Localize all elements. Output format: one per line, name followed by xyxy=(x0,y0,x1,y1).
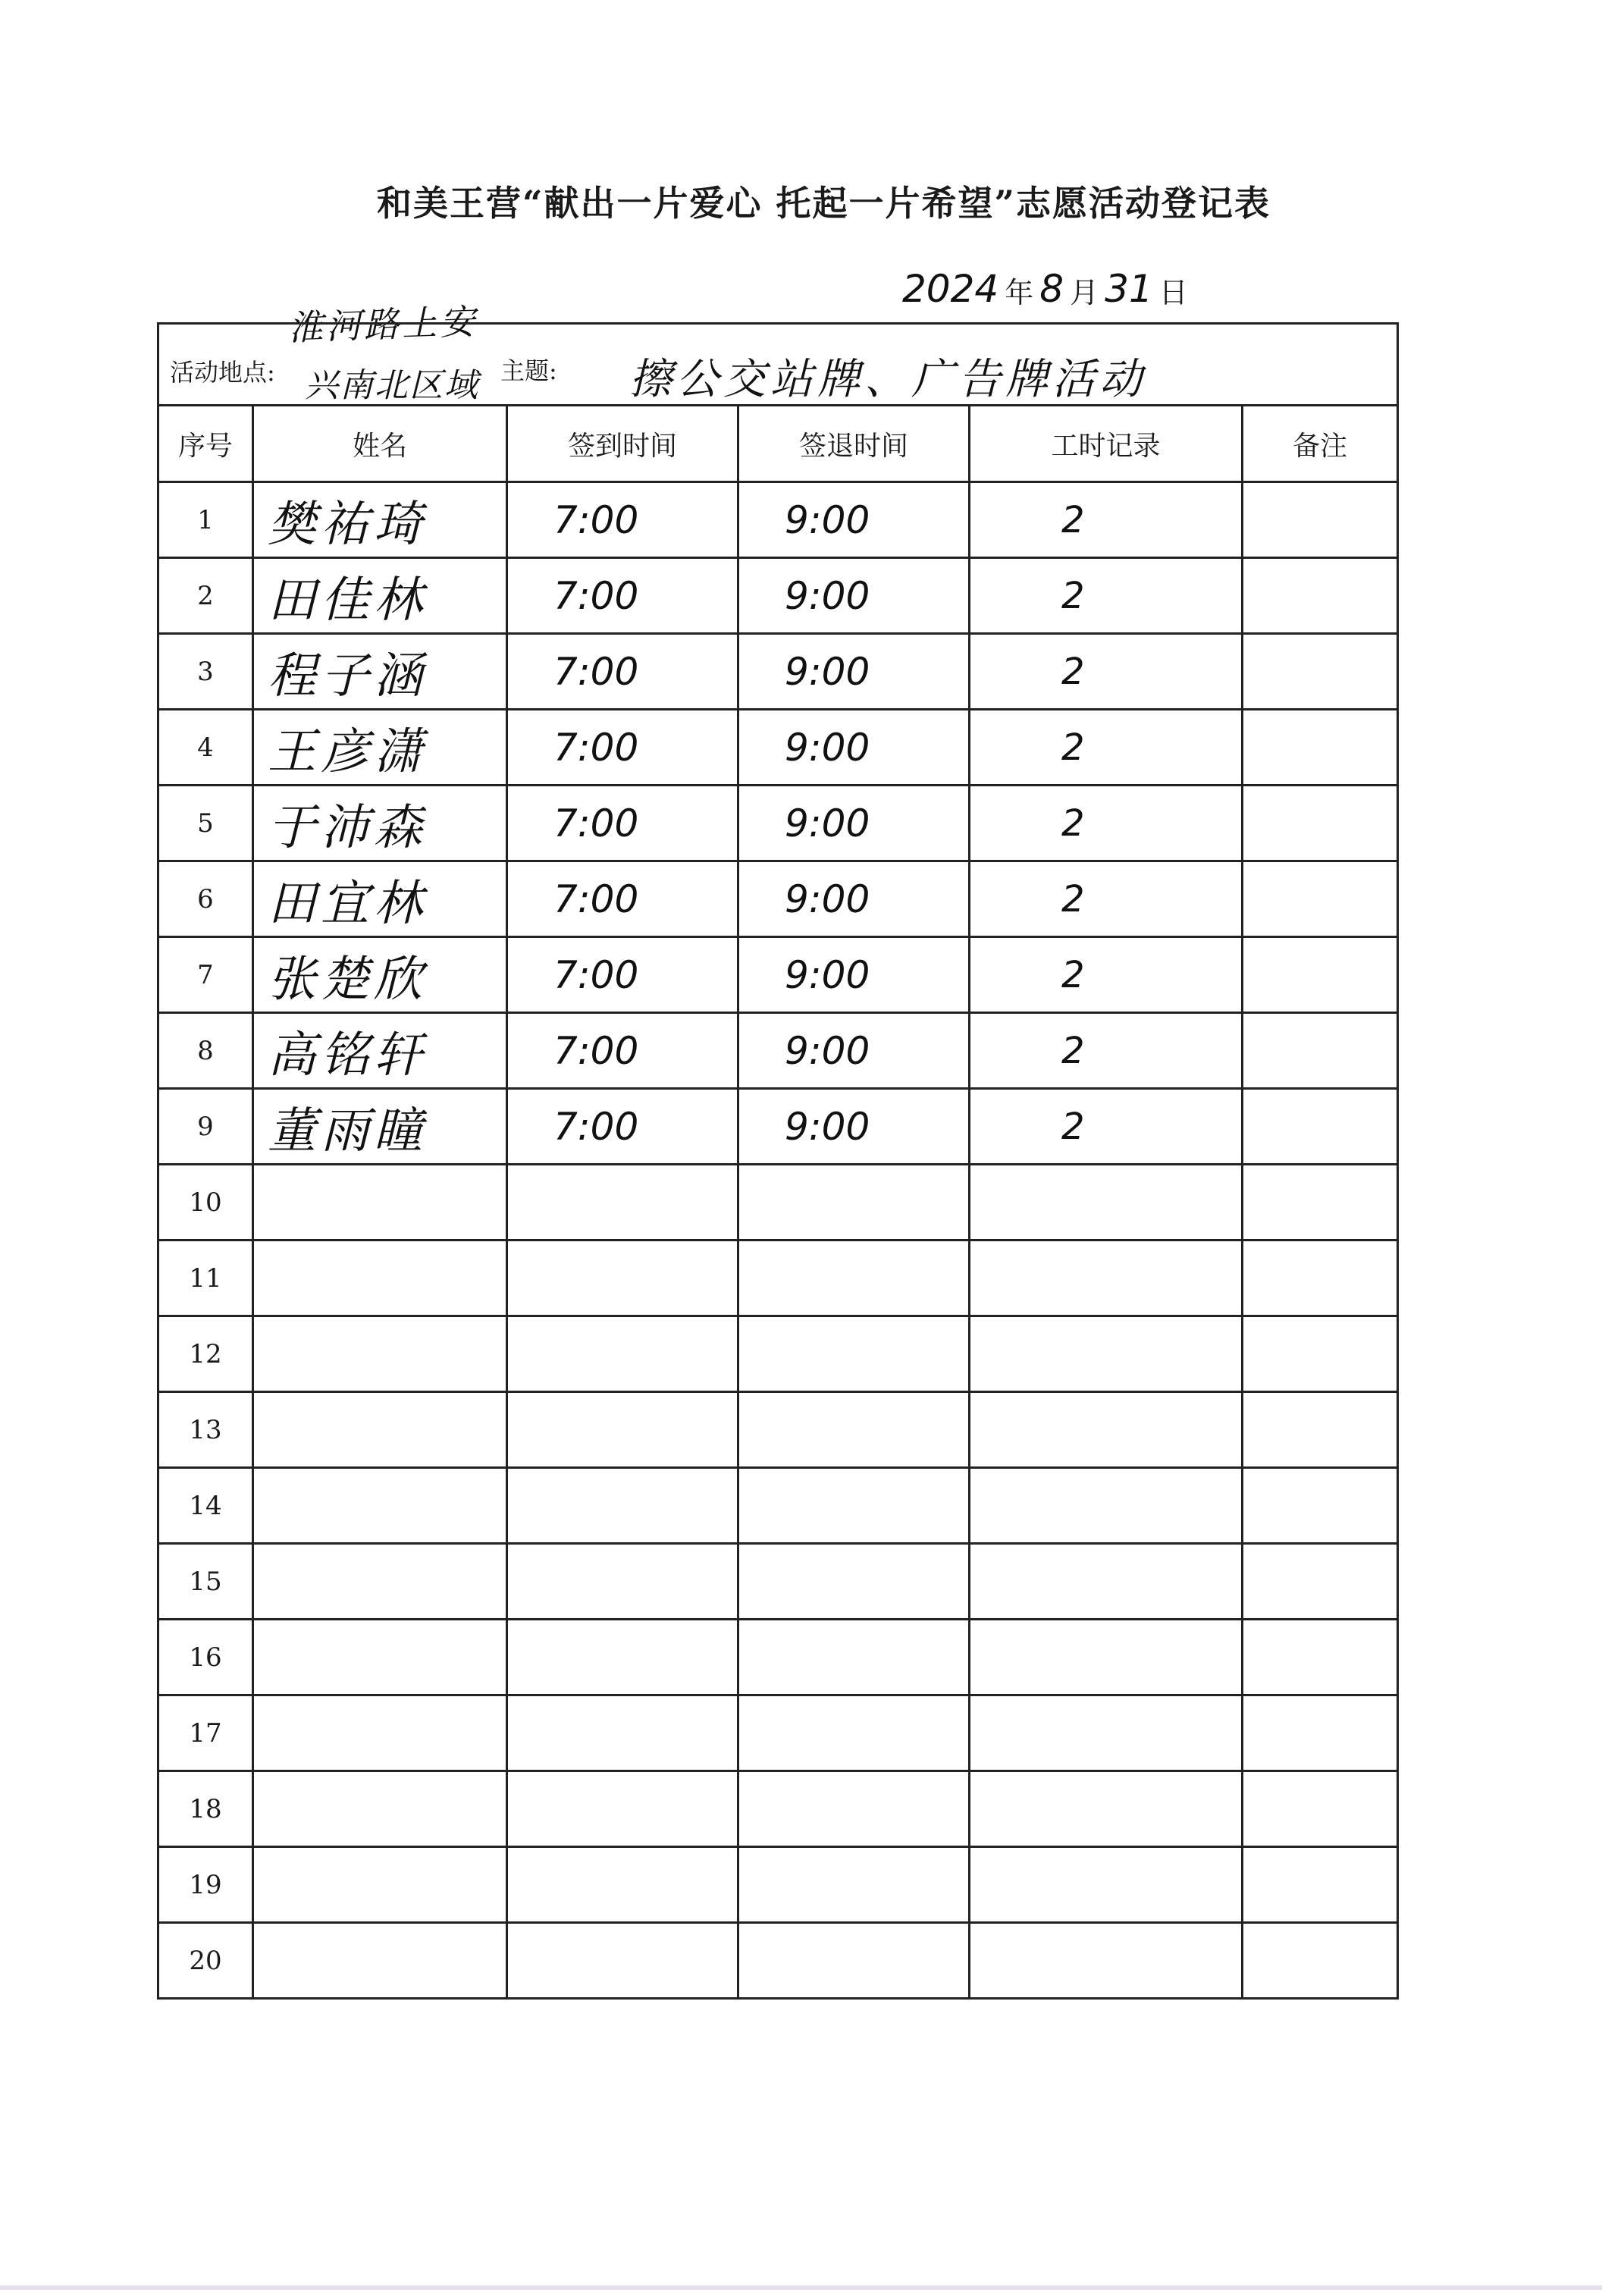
hours-cell: 2 xyxy=(970,558,1243,634)
name-cell: 张楚欣 xyxy=(253,937,507,1013)
sign-in-cell xyxy=(507,1544,738,1620)
name-cell: 高铭轩 xyxy=(253,1013,507,1089)
sign-in-cell xyxy=(507,1847,738,1923)
name-cell: 董雨瞳 xyxy=(253,1089,507,1165)
date-day: 31 xyxy=(1105,267,1153,311)
note-cell xyxy=(1243,1165,1398,1241)
name-cell xyxy=(253,1847,507,1923)
sign-in-cell xyxy=(507,1316,738,1392)
header-name: 姓名 xyxy=(253,406,507,482)
sign-in-cell: 7:00 xyxy=(507,558,738,634)
row-number: 5 xyxy=(158,786,253,861)
location-line-2: 兴南北区域 xyxy=(305,366,479,405)
table-row xyxy=(158,861,1398,937)
table-row xyxy=(158,710,1398,786)
table-row xyxy=(158,1695,1398,1771)
sign-in-cell: 7:00 xyxy=(507,634,738,710)
sign-in-cell xyxy=(507,1392,738,1468)
sign-in-cell xyxy=(507,1923,738,1999)
row-number: 8 xyxy=(158,1013,253,1089)
note-cell xyxy=(1243,1013,1398,1089)
note-cell xyxy=(1243,1392,1398,1468)
note-cell xyxy=(1243,937,1398,1013)
table-row xyxy=(158,937,1398,1013)
sign-in-cell: 7:00 xyxy=(507,482,738,558)
table-row xyxy=(158,1847,1398,1923)
hours-cell xyxy=(970,1316,1243,1392)
sign-out-cell xyxy=(738,1923,970,1999)
header-note: 备注 xyxy=(1243,406,1398,482)
location-line-1: 淮河路上安 xyxy=(287,300,478,349)
sign-out-cell xyxy=(738,1544,970,1620)
hours-cell: 2 xyxy=(970,786,1243,861)
note-cell xyxy=(1243,482,1398,558)
date-month: 8 xyxy=(1039,267,1064,311)
note-cell xyxy=(1243,1316,1398,1392)
header-sign-in: 签到时间 xyxy=(507,406,738,482)
name-cell: 程子涵 xyxy=(253,634,507,710)
note-cell xyxy=(1243,1089,1398,1165)
note-cell xyxy=(1243,1923,1398,1999)
hours-cell xyxy=(970,1392,1243,1468)
note-cell xyxy=(1243,1771,1398,1847)
sign-in-cell: 7:00 xyxy=(507,937,738,1013)
form-date xyxy=(902,258,1194,311)
sign-out-cell xyxy=(738,1165,970,1241)
row-number: 13 xyxy=(158,1392,253,1468)
table-row xyxy=(158,482,1398,558)
registration-table xyxy=(157,322,1399,2000)
name-cell: 樊祐琦 xyxy=(253,482,507,558)
table-row xyxy=(158,1013,1398,1089)
form-title: 和美王营“献出一片爱心 托起一片希望”志愿活动登记表 xyxy=(377,183,1271,224)
name-cell xyxy=(253,1392,507,1468)
sign-out-cell xyxy=(738,1241,970,1316)
sign-out-cell xyxy=(738,1620,970,1695)
name-cell xyxy=(253,1771,507,1847)
name-cell xyxy=(253,1695,507,1771)
table-row xyxy=(158,1316,1398,1392)
hours-cell xyxy=(970,1620,1243,1695)
hours-cell xyxy=(970,1241,1243,1316)
sign-out-cell: 9:00 xyxy=(738,1013,970,1089)
sign-out-cell xyxy=(738,1847,970,1923)
hours-cell: 2 xyxy=(970,482,1243,558)
date-year: 2024 xyxy=(902,267,999,311)
sign-out-cell xyxy=(738,1771,970,1847)
sign-out-cell: 9:00 xyxy=(738,786,970,861)
hours-cell: 2 xyxy=(970,861,1243,937)
name-cell: 于沛森 xyxy=(253,786,507,861)
hours-cell: 2 xyxy=(970,710,1243,786)
name-cell xyxy=(253,1923,507,1999)
sign-in-cell xyxy=(507,1165,738,1241)
row-number: 12 xyxy=(158,1316,253,1392)
sign-out-cell: 9:00 xyxy=(738,937,970,1013)
date-year-unit: 年 xyxy=(1005,276,1034,309)
sign-in-cell: 7:00 xyxy=(507,1089,738,1165)
row-number: 3 xyxy=(158,634,253,710)
sign-in-cell: 7:00 xyxy=(507,861,738,937)
header-hours: 工时记录 xyxy=(970,406,1243,482)
table-row xyxy=(158,558,1398,634)
hours-cell: 2 xyxy=(970,937,1243,1013)
hours-cell xyxy=(970,1847,1243,1923)
data-body xyxy=(158,482,1398,1999)
hours-cell xyxy=(970,1468,1243,1544)
table-row xyxy=(158,1241,1398,1316)
table-row xyxy=(158,634,1398,710)
table-row xyxy=(158,1544,1398,1620)
row-number: 7 xyxy=(158,937,253,1013)
note-cell xyxy=(1243,1847,1398,1923)
scan-edge xyxy=(0,2285,1602,2290)
sign-in-cell: 7:00 xyxy=(507,1013,738,1089)
row-number: 16 xyxy=(158,1620,253,1695)
sign-out-cell xyxy=(738,1316,970,1392)
row-number: 4 xyxy=(158,710,253,786)
name-cell xyxy=(253,1620,507,1695)
sign-in-cell xyxy=(507,1695,738,1771)
header-seq: 序号 xyxy=(158,406,253,482)
row-number: 11 xyxy=(158,1241,253,1316)
sign-in-cell xyxy=(507,1241,738,1316)
sign-out-cell: 9:00 xyxy=(738,861,970,937)
name-cell xyxy=(253,1544,507,1620)
sign-in-cell: 7:00 xyxy=(507,786,738,861)
row-number: 15 xyxy=(158,1544,253,1620)
hours-cell xyxy=(970,1771,1243,1847)
note-cell xyxy=(1243,558,1398,634)
hours-cell: 2 xyxy=(970,1089,1243,1165)
name-cell: 田佳林 xyxy=(253,558,507,634)
note-cell xyxy=(1243,1695,1398,1771)
hours-cell xyxy=(970,1544,1243,1620)
sign-out-cell: 9:00 xyxy=(738,558,970,634)
hours-cell xyxy=(970,1923,1243,1999)
name-cell: 田宜林 xyxy=(253,861,507,937)
note-cell xyxy=(1243,1468,1398,1544)
row-number: 19 xyxy=(158,1847,253,1923)
name-cell: 王彦潇 xyxy=(253,710,507,786)
info-row xyxy=(158,324,1398,406)
note-cell xyxy=(1243,786,1398,861)
sign-out-cell: 9:00 xyxy=(738,634,970,710)
row-number: 9 xyxy=(158,1089,253,1165)
note-cell xyxy=(1243,1620,1398,1695)
note-cell xyxy=(1243,1241,1398,1316)
table-row xyxy=(158,1620,1398,1695)
sign-out-cell: 9:00 xyxy=(738,1089,970,1165)
header-sign-out: 签退时间 xyxy=(738,406,970,482)
info-cell xyxy=(158,324,1398,406)
sign-out-cell: 9:00 xyxy=(738,710,970,786)
date-day-unit: 日 xyxy=(1158,276,1188,309)
note-cell xyxy=(1243,1544,1398,1620)
sign-in-cell: 7:00 xyxy=(507,710,738,786)
table-row xyxy=(158,1165,1398,1241)
hours-cell: 2 xyxy=(970,634,1243,710)
row-number: 20 xyxy=(158,1923,253,1999)
table-row xyxy=(158,1923,1398,1999)
row-number: 17 xyxy=(158,1695,253,1771)
hours-cell: 2 xyxy=(970,1013,1243,1089)
table-row xyxy=(158,1468,1398,1544)
name-cell xyxy=(253,1316,507,1392)
date-month-unit: 月 xyxy=(1070,276,1099,309)
location-label: 活动地点: xyxy=(170,358,275,387)
name-cell xyxy=(253,1468,507,1544)
hours-cell xyxy=(970,1165,1243,1241)
note-cell xyxy=(1243,634,1398,710)
note-cell xyxy=(1243,861,1398,937)
sign-in-cell xyxy=(507,1468,738,1544)
row-number: 2 xyxy=(158,558,253,634)
hours-cell xyxy=(970,1695,1243,1771)
row-number: 18 xyxy=(158,1771,253,1847)
name-cell xyxy=(253,1241,507,1316)
name-cell xyxy=(253,1165,507,1241)
table-row xyxy=(158,1771,1398,1847)
row-number: 1 xyxy=(158,482,253,558)
sign-out-cell xyxy=(738,1695,970,1771)
sign-out-cell: 9:00 xyxy=(738,482,970,558)
note-cell xyxy=(1243,710,1398,786)
table-row xyxy=(158,1392,1398,1468)
row-number: 6 xyxy=(158,861,253,937)
row-number: 10 xyxy=(158,1165,253,1241)
row-number: 14 xyxy=(158,1468,253,1544)
theme-value: 擦公交站牌、广告牌活动 xyxy=(629,355,1146,404)
theme-label: 主题: xyxy=(500,356,557,385)
header-row xyxy=(158,406,1398,482)
sign-in-cell xyxy=(507,1620,738,1695)
sign-in-cell xyxy=(507,1771,738,1847)
sign-out-cell xyxy=(738,1392,970,1468)
table-row xyxy=(158,1089,1398,1165)
sign-out-cell xyxy=(738,1468,970,1544)
table-row xyxy=(158,786,1398,861)
